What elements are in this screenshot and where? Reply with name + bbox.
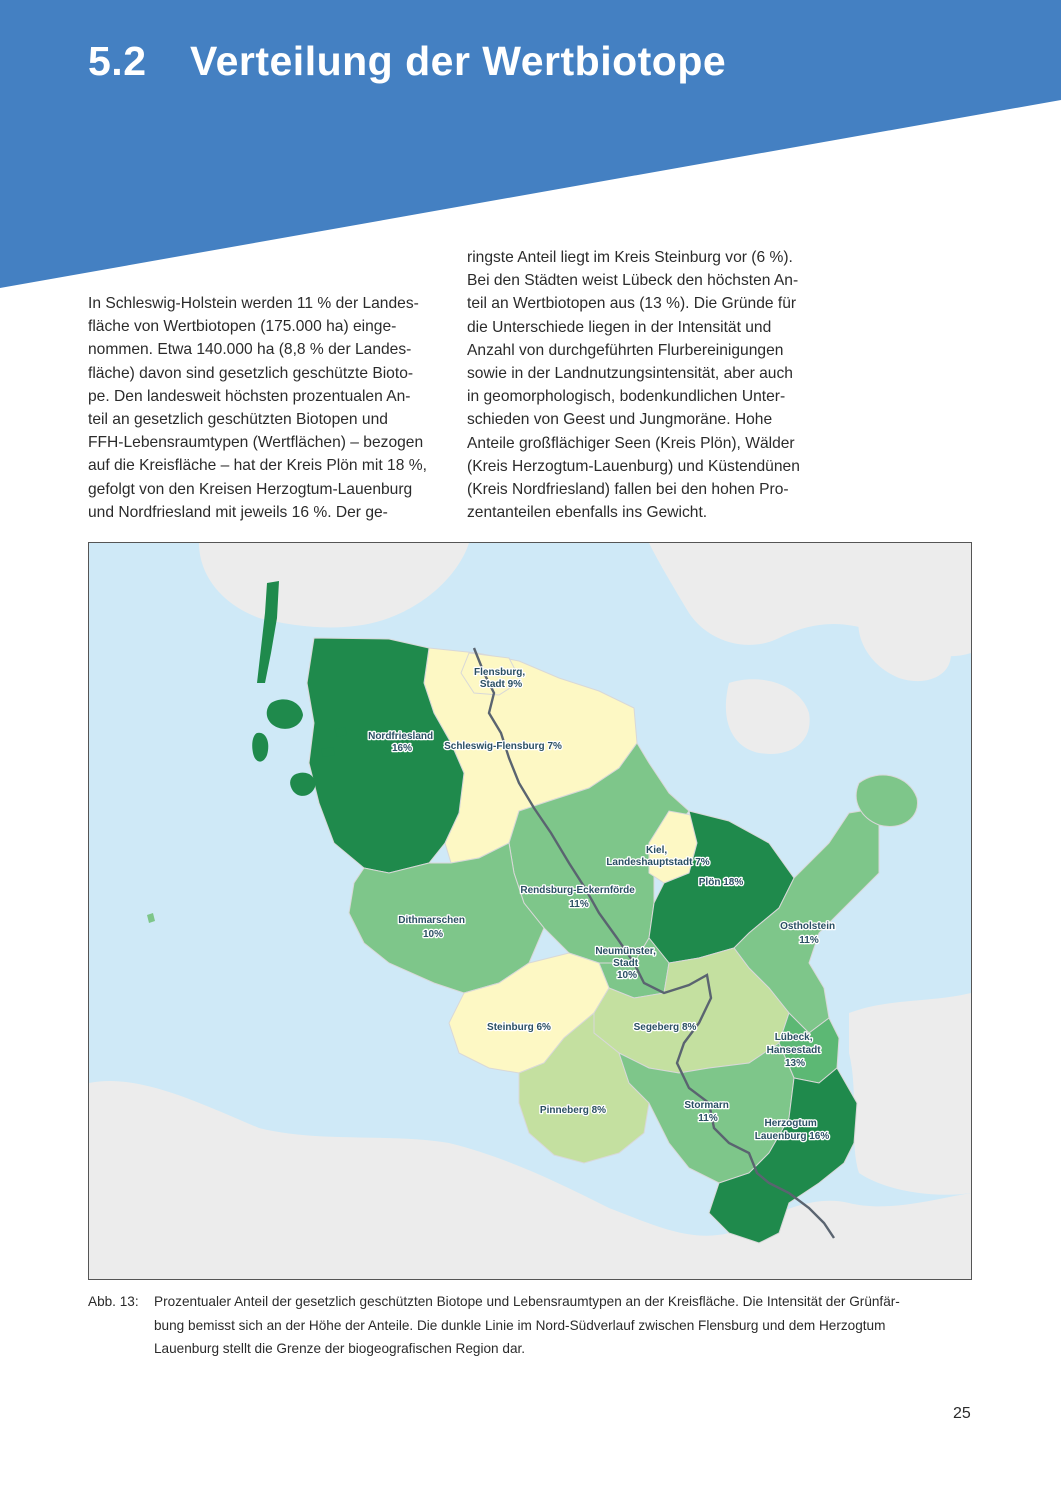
label-flensburg bbox=[474, 667, 528, 690]
label-line: Hansestadt bbox=[766, 1045, 821, 1056]
body-line: ringste Anteil liegt im Kreis Steinburg vor (6 %). bbox=[467, 249, 793, 266]
label-line: 11% bbox=[569, 899, 589, 910]
body-line: auf die Kreisfläche – hat der Kreis Plön mit 18 %, bbox=[88, 457, 427, 475]
map-svg bbox=[89, 543, 971, 1279]
label-line: Nordfriesland bbox=[368, 731, 434, 742]
label-line: Herzogtum bbox=[764, 1118, 817, 1129]
label-line: Schleswig-Flensburg 7% bbox=[444, 741, 562, 752]
body-line: sowie in der Landnutzungsintensität, aber auch bbox=[467, 365, 793, 383]
label-line: Lauenburg 16% bbox=[754, 1131, 830, 1142]
body-line: fläche von Wertbiotopen (175.000 ha) einge- bbox=[88, 318, 397, 336]
label-steinburg bbox=[487, 1022, 551, 1033]
body-line: Anzahl von durchgeführten Flurbereinigungen bbox=[467, 341, 784, 359]
caption-text bbox=[154, 1290, 966, 1361]
map-figure bbox=[88, 542, 972, 1280]
body-line: gefolgt von den Kreisen Herzogtum-Lauenburg bbox=[88, 480, 413, 498]
body-line: fläche) davon sind gesetzlich geschützte Bioto- bbox=[88, 364, 414, 382]
section-number: 5.2 bbox=[88, 38, 147, 84]
label-line: Landeshauptstadt 7% bbox=[606, 857, 710, 868]
body-line: die Unterschiede liegen in der Intensität und bbox=[467, 318, 772, 336]
label-line: 11% bbox=[799, 935, 819, 946]
land-east bbox=[849, 993, 971, 1195]
label-line: Flensburg, bbox=[474, 667, 526, 678]
label-schleswig-flensburg bbox=[444, 741, 562, 752]
label-line: 10% bbox=[422, 929, 444, 940]
label-line: Rendsburg-Eckernförde bbox=[520, 885, 635, 896]
figure-number: Abb. 13: bbox=[88, 1294, 139, 1309]
body-line: schieden von Geest und Jungmoräne. Hohe bbox=[467, 411, 773, 429]
body-line: nommen. Etwa 140.000 ha (8,8 % der Landes- bbox=[88, 341, 412, 359]
body-line: In Schleswig-Holstein werden 11 % der Landes- bbox=[88, 295, 419, 312]
label-line: Plön 18% bbox=[698, 877, 744, 888]
label-ploen bbox=[699, 877, 744, 888]
label-line: Pinneberg 8% bbox=[539, 1105, 607, 1116]
label-line: Neumünster, bbox=[595, 946, 656, 957]
caption-line: Prozentualer Anteil der gesetzlich geschützten Biotope und Lebensraumtypen an der Kreisfläche. Die Intensität der Grünfär- bbox=[154, 1294, 900, 1309]
label-line: Segeberg 8% bbox=[633, 1022, 697, 1033]
body-line: pe. Den landesweit höchsten prozentualen An- bbox=[88, 387, 411, 405]
label-line: Stadt bbox=[613, 958, 639, 969]
page-number: 25 bbox=[953, 1405, 971, 1422]
label-line: Stadt 9% bbox=[479, 679, 523, 690]
label-line: Stormarn bbox=[684, 1100, 729, 1111]
label-line: Steinburg 6% bbox=[487, 1022, 551, 1033]
caption-line: Lauenburg stellt die Grenze der biogeografischen Region dar. bbox=[154, 1341, 526, 1356]
body-line: teil an gesetzlich geschützten Biotopen und bbox=[88, 411, 388, 429]
label-segeberg bbox=[634, 1022, 697, 1033]
label-line: Dithmarschen bbox=[398, 915, 465, 926]
label-line: 11% bbox=[698, 1113, 718, 1124]
body-line: in geomorphologisch, bodenkundlichen Unter- bbox=[467, 388, 786, 406]
body-line: teil an Wertbiotopen aus (13 %). Die Gründe für bbox=[467, 295, 797, 313]
caption-line: bung bemisst sich an der Höhe der Anteile. Die dunkle Linie im Nord-Südverlauf zwischen Flensburg und dem Herzogtum bbox=[154, 1317, 886, 1333]
label-line: Ostholstein bbox=[780, 921, 836, 932]
body-line: (Kreis Herzogtum-Lauenburg) und Küstendünen bbox=[467, 457, 800, 475]
label-pinneberg bbox=[540, 1105, 606, 1116]
body-text-right-column bbox=[467, 246, 827, 524]
body-line: Bei den Städten weist Lübeck den höchsten An- bbox=[467, 272, 799, 290]
body-line: zentanteilen ebenfalls ins Gewicht. bbox=[467, 504, 708, 522]
body-line: (Kreis Nordfriesland) fallen bei den hohen Pro- bbox=[467, 481, 789, 499]
label-line: 16% bbox=[391, 743, 413, 754]
island-amrum bbox=[252, 733, 268, 762]
body-text-left-column bbox=[88, 292, 448, 524]
body-line: und Nordfriesland mit jeweils 16 %. Der ge- bbox=[88, 503, 388, 521]
label-line: Kiel, bbox=[646, 845, 668, 856]
label-line: 10% bbox=[616, 970, 638, 981]
body-line: Anteile großflächiger Seen (Kreis Plön), Wälder bbox=[467, 434, 795, 452]
label-line: Lübeck, bbox=[774, 1032, 813, 1043]
section-title: Verteilung der Wertbiotope bbox=[190, 38, 727, 84]
body-line: FFH-Lebensraumtypen (Wertflächen) – bezogen bbox=[88, 434, 424, 452]
label-line: 13% bbox=[784, 1058, 806, 1069]
